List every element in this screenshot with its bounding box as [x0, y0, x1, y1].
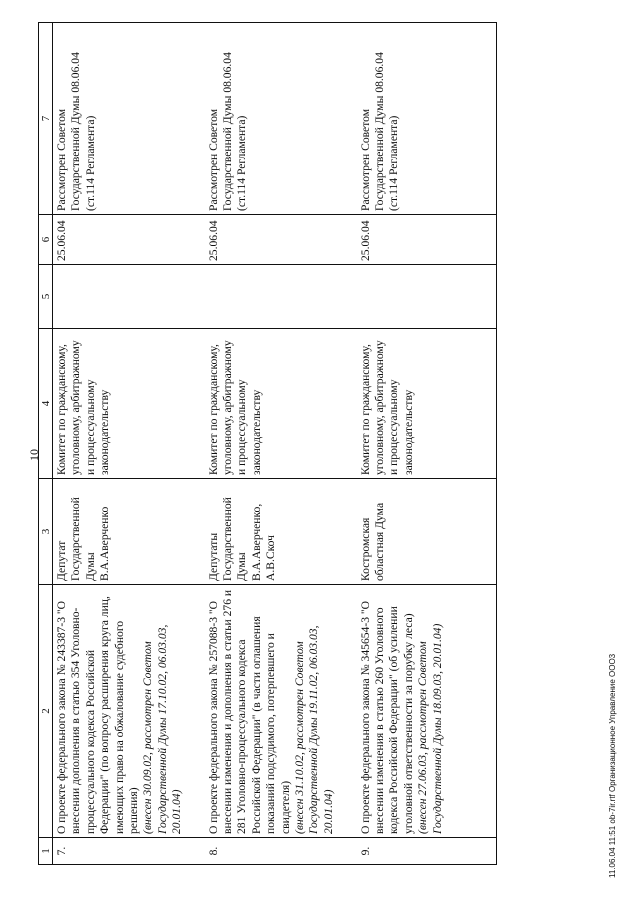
column-header: 6 — [39, 215, 53, 265]
date: 25.06.04 — [357, 215, 497, 265]
bill-description — [357, 585, 497, 838]
column-header: 1 — [39, 838, 53, 865]
status: Рассмотрен Советом Государственной Думы 08.06.04 (ст.114 Регламента) — [205, 23, 357, 215]
row-number: 9. — [357, 838, 497, 865]
bill-title: О проекте федерального закона № 257088-3 "О внесении изменения и дополнения в статьи 276 и 281 Уголовно-процессуального кодекса Российской Федерации" (в части оглашения показаний подсудимого, потерпевшего и свидетеля) — [206, 589, 292, 834]
column-header: 5 — [39, 265, 53, 329]
initiator: Депутаты Государственной Думы В.А.Аверченко, А.В.Скоч — [205, 479, 357, 585]
bill-note: (внесен 27.06.03, рассмотрен Советом Государственной Думы 18.09.03, 20.01.04) — [416, 623, 444, 834]
status: Рассмотрен Советом Государственной Думы 08.06.04 (ст.114 Регламента) — [357, 23, 497, 215]
bill-title: О проекте федерального закона № 243387-3 "О внесении дополнения в статью 354 Уголовно-процессуального кодекса Российской Федерации" (по вопросу расширения круга лиц, имеющих право на обжалование судебного решения) — [55, 596, 141, 834]
row-number: 8. — [205, 838, 357, 865]
bill-description — [53, 585, 205, 838]
document-footer: 11.06.04 11:51 ob-7ir.rtf Организационное Управление ООО3 — [608, 653, 617, 878]
table-row — [357, 23, 497, 865]
table-row — [53, 23, 205, 865]
column-5-cell — [53, 265, 205, 329]
bill-description — [205, 585, 357, 838]
column-header: 2 — [39, 585, 53, 838]
initiator: Костромская областная Дума — [357, 479, 497, 585]
column-header: 3 — [39, 479, 53, 585]
column-5-cell — [357, 265, 497, 329]
committee: Комитет по гражданскому, уголовному, арбитражному и процессуальному законодательству — [53, 329, 205, 479]
committee: Комитет по гражданскому, уголовному, арбитражному и процессуальному законодательству — [205, 329, 357, 479]
date: 25.06.04 — [53, 215, 205, 265]
bill-title: О проекте федерального закона № 345654-3 "О внесении изменения в статью 260 Уголовного кодекса Российской Федерации" (об усилении уголовной ответственности за порубку леса) — [358, 601, 415, 834]
initiator: Депутат Государственной Думы В.А.Аверченко — [53, 479, 205, 585]
column-header: 7 — [39, 23, 53, 215]
column-5-cell — [205, 265, 357, 329]
date: 25.06.04 — [205, 215, 357, 265]
bill-note: (внесен 30.09.02, рассмотрен Советом Государственной Думы 17.10.02, 06.03.03, 20.01.04) — [141, 624, 184, 834]
bill-note: (внесен 31.10.02, рассмотрен Советом Государственной Думы 19.11.02, 06.03.03, 20.01.04) — [292, 625, 335, 834]
table-header-row — [39, 23, 53, 865]
status: Рассмотрен Советом Государственной Думы 08.06.04 (ст.114 Регламента) — [53, 23, 205, 215]
page-number: 10 — [27, 449, 41, 461]
table-row — [205, 23, 357, 865]
row-number: 7. — [53, 838, 205, 865]
committee: Комитет по гражданскому, уголовному, арбитражному и процессуальному законодательству — [357, 329, 497, 479]
bills-table — [38, 22, 497, 865]
column-header: 4 — [39, 329, 53, 479]
